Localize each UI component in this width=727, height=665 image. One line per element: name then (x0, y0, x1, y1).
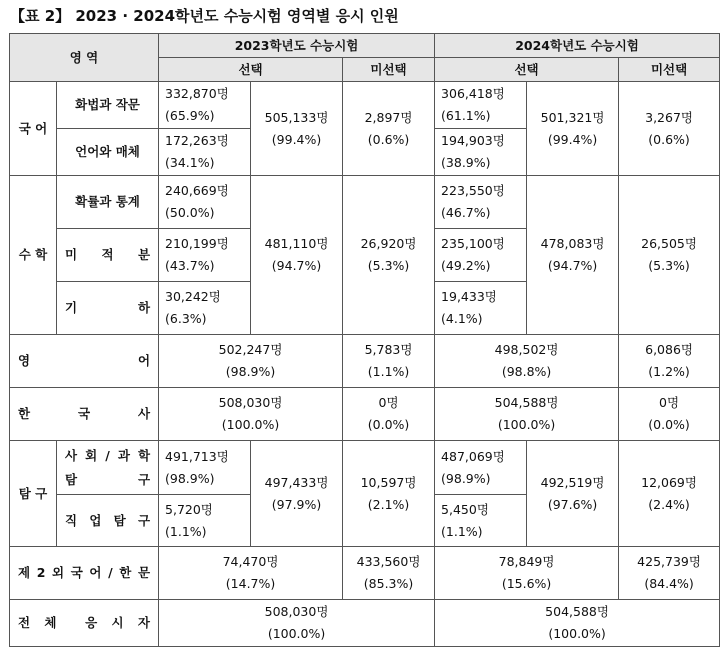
inquiry-2023-nonselect: 10,597명 (2.1%) (343, 441, 435, 547)
math-2023-sub3: 30,242명 (6.3%) (159, 282, 251, 335)
english-2024-nonselect: 6,086명 (1.2%) (619, 335, 720, 388)
math-label: 수 학 (10, 176, 57, 335)
foreign-2024-nonselect: 425,739명 (84.4%) (619, 547, 720, 600)
english-2023-select: 502,247명 (98.9%) (159, 335, 343, 388)
math-sub3: 기 하 (57, 282, 159, 335)
korean-2023-nonselect: 2,897명 (0.6%) (343, 82, 435, 176)
history-2023-select: 508,030명 (100.0%) (159, 388, 343, 441)
foreign-2023-nonselect: 433,560명 (85.3%) (343, 547, 435, 600)
korean-2024-nonselect: 3,267명 (0.6%) (619, 82, 720, 176)
inquiry-2023-sub1: 491,713명 (98.9%) (159, 441, 251, 495)
math-sub1: 확률과 통계 (57, 176, 159, 229)
total-2024: 504,588명 (100.0%) (435, 600, 720, 647)
header-2023-nonselect: 미선택 (343, 58, 435, 82)
inquiry-sub2: 직 업 탐 구 (57, 495, 159, 547)
korean-label: 국 어 (10, 82, 57, 176)
header-2024-select: 선택 (435, 58, 619, 82)
exam-participants-table (9, 33, 720, 647)
math-sub2: 미 적 분 (57, 229, 159, 282)
math-2024-sub1: 223,550명 (46.7%) (435, 176, 527, 229)
foreign-label: 제 2 외 국 어 / 한 문 (10, 547, 159, 600)
korean-sub2: 언어와 매체 (57, 129, 159, 176)
history-2023-nonselect: 0명 (0.0%) (343, 388, 435, 441)
inquiry-2024-sub1: 487,069명 (98.9%) (435, 441, 527, 495)
english-label: 영 어 (10, 335, 159, 388)
header-2023: 2023학년도 수능시험 (159, 34, 435, 58)
inquiry-2024-sub2: 5,450명 (1.1%) (435, 495, 527, 547)
korean-2023-sub1: 332,870명 (65.9%) (159, 82, 251, 129)
history-2024-select: 504,588명 (100.0%) (435, 388, 619, 441)
header-2024: 2024학년도 수능시험 (435, 34, 720, 58)
korean-2024-sub2: 194,903명 (38.9%) (435, 129, 527, 176)
math-2024-select-total: 478,083명 (94.7%) (527, 176, 619, 335)
inquiry-2023-sub2: 5,720명 (1.1%) (159, 495, 251, 547)
korean-2024-sub1: 306,418명 (61.1%) (435, 82, 527, 129)
korean-2023-select-total: 505,133명 (99.4%) (251, 82, 343, 176)
math-2023-sub1: 240,669명 (50.0%) (159, 176, 251, 229)
table-title: 【표 2】 2023 · 2024학년도 수능시험 영역별 응시 인원 (10, 7, 399, 25)
history-2024-nonselect: 0명 (0.0%) (619, 388, 720, 441)
math-2023-nonselect: 26,920명 (5.3%) (343, 176, 435, 335)
header-area: 영 역 (10, 34, 159, 82)
header-2023-select: 선택 (159, 58, 343, 82)
korean-2024-select-total: 501,321명 (99.4%) (527, 82, 619, 176)
foreign-2023-select: 74,470명 (14.7%) (159, 547, 343, 600)
math-2024-nonselect: 26,505명 (5.3%) (619, 176, 720, 335)
inquiry-label: 탐 구 (10, 441, 57, 547)
inquiry-2024-select-total: 492,519명 (97.6%) (527, 441, 619, 547)
english-2023-nonselect: 5,783명 (1.1%) (343, 335, 435, 388)
inquiry-2024-nonselect: 12,069명 (2.4%) (619, 441, 720, 547)
english-2024-select: 498,502명 (98.8%) (435, 335, 619, 388)
math-2023-sub2: 210,199명 (43.7%) (159, 229, 251, 282)
total-2023: 508,030명 (100.0%) (159, 600, 435, 647)
korean-sub1: 화법과 작문 (57, 82, 159, 129)
math-2024-sub3: 19,433명 (4.1%) (435, 282, 527, 335)
math-2023-select-total: 481,110명 (94.7%) (251, 176, 343, 335)
total-label: 전 체 응 시 자 (10, 600, 159, 647)
inquiry-sub1: 사 회 / 과 학 탐 구 (57, 441, 159, 495)
korean-2023-sub2: 172,263명 (34.1%) (159, 129, 251, 176)
history-label: 한 국 사 (10, 388, 159, 441)
foreign-2024-select: 78,849명 (15.6%) (435, 547, 619, 600)
header-2024-nonselect: 미선택 (619, 58, 720, 82)
inquiry-2023-select-total: 497,433명 (97.9%) (251, 441, 343, 547)
math-2024-sub2: 235,100명 (49.2%) (435, 229, 527, 282)
